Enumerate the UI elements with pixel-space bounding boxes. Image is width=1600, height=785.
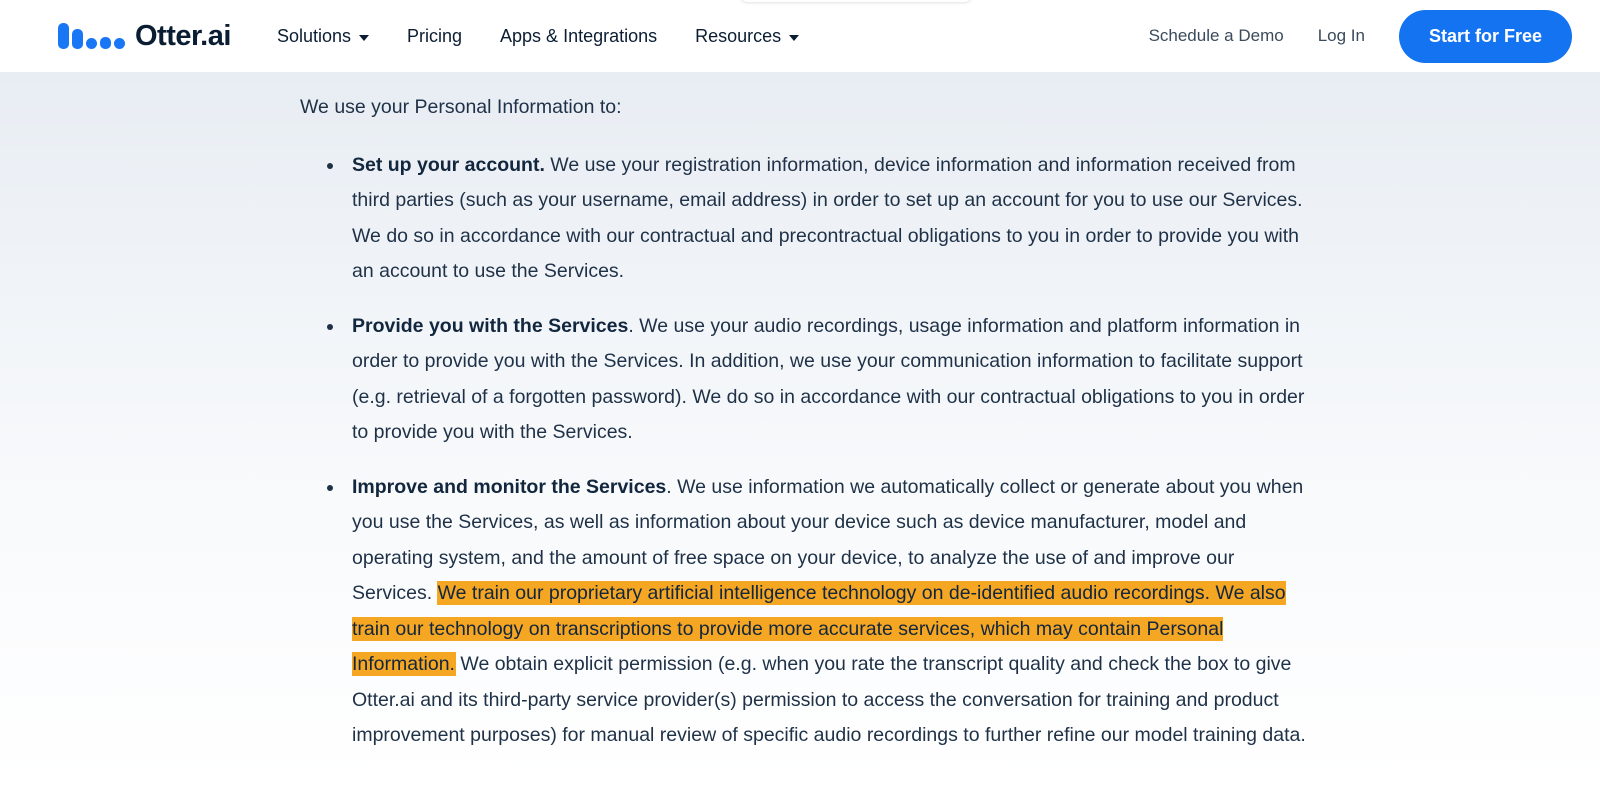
intro-paragraph: We use your Personal Information to: xyxy=(300,96,622,118)
list-item-body-after: We obtain explicit permission (e.g. when you rate the transcript quality and check the box to give Otter.ai and its third-party service provider(s) permission to access the conversation for training and product improvement purposes) for manual review of specific audio recordings to further refine our model training data. xyxy=(352,653,1306,746)
highlighted-text: We train our proprietary artificial intelligence technology on de-identified audio recordings. We also train our technology on transcriptions to provide more accurate services, which may contain Personal Information. xyxy=(352,582,1286,675)
main-nav xyxy=(277,26,799,47)
list-item-body: We use your registration information, device information and information received from third parties (such as your username, email address) in order to set up an account for you to use our Services. We do so in accordance with our contractual and precontractual obligations to you in order to provide you with an account to use the Services. xyxy=(352,153,1303,282)
list-item xyxy=(352,470,1312,754)
start-for-free-button[interactable]: Start for Free xyxy=(1399,10,1572,63)
logo-text: Otter.ai xyxy=(135,19,231,52)
list-item-lead: Improve and monitor the Services xyxy=(352,475,667,498)
nav-label-solutions: Solutions xyxy=(276,25,351,46)
list-item-body: . We use your audio recordings, usage information and platform information in order to provide you with the Services. In addition, we use your communication information to facilitate support (e.g. retrieval of a forgotten password). We do so in accordance with our contractual obligations to you in order to provide you with the Services. xyxy=(352,314,1305,443)
privacy-content xyxy=(0,72,1600,754)
browser-notch xyxy=(740,0,972,2)
usage-list xyxy=(0,148,1600,754)
nav-item-pricing[interactable] xyxy=(407,26,462,47)
chevron-down-icon xyxy=(789,35,799,41)
list-item xyxy=(352,309,1312,451)
chevron-down-icon xyxy=(359,35,369,41)
nav-item-resources[interactable] xyxy=(695,26,799,47)
list-item-lead: Set up your account. xyxy=(352,153,545,176)
nav-label-pricing: Pricing xyxy=(407,25,463,46)
header-actions xyxy=(1149,10,1572,63)
otter-waveform-logo-icon xyxy=(58,23,125,49)
login-link[interactable]: Log In xyxy=(1317,26,1365,45)
nav-item-apps-integrations[interactable] xyxy=(500,26,657,47)
page-body xyxy=(0,72,1600,785)
list-item-body-before: . We use information we automatically collect or generate about you when you use the Services, as well as information about your device such as device manufacturer, model and operating system, and the amount of free space on your device, to analyze the use of and improve our Services. xyxy=(352,475,1304,604)
nav-item-solutions[interactable] xyxy=(277,26,369,47)
site-header xyxy=(0,0,1600,72)
schedule-demo-link[interactable]: Schedule a Demo xyxy=(1148,26,1284,45)
otter-logo[interactable] xyxy=(58,20,231,53)
nav-label-resources: Resources xyxy=(695,25,782,46)
list-item xyxy=(352,148,1312,290)
nav-label-apps-integrations: Apps & Integrations xyxy=(500,25,658,46)
list-item-lead: Provide you with the Services xyxy=(352,314,629,337)
